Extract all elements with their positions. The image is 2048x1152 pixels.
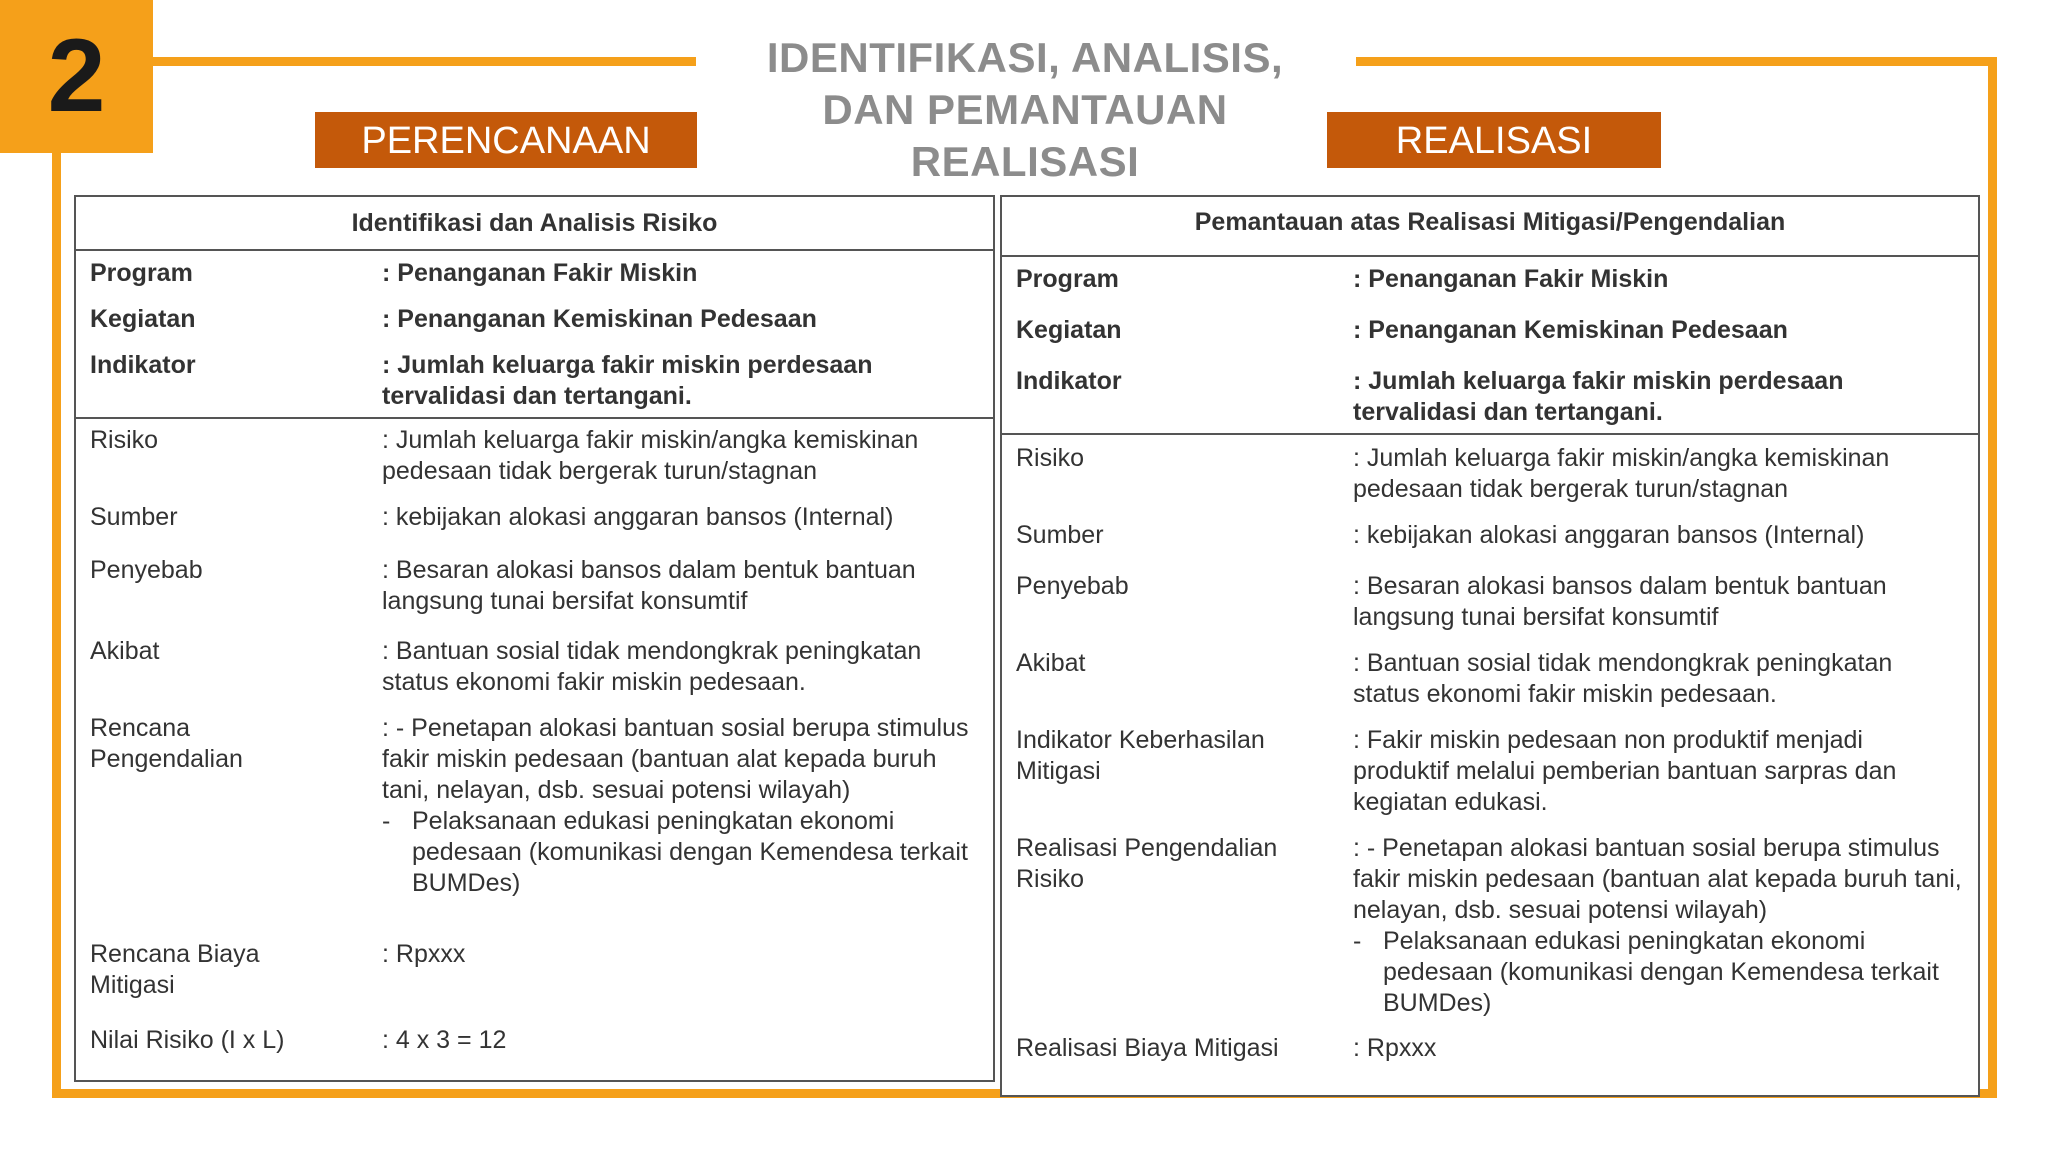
key-line-2: Risiko bbox=[1016, 865, 1085, 893]
detail-key: Risiko bbox=[90, 426, 159, 454]
detail-key bbox=[1002, 833, 1353, 1019]
frame-left-line bbox=[52, 150, 61, 1098]
detail-key bbox=[76, 939, 382, 1001]
info-key: Indikator bbox=[90, 351, 196, 379]
info-value: : Jumlah keluarga fakir miskin perdesaan tervalidasi dan tertangani. bbox=[382, 351, 873, 410]
info-key: Kegiatan bbox=[1016, 316, 1122, 344]
key-line-1: Rencana bbox=[90, 714, 191, 742]
detail-row-sumber bbox=[1002, 520, 1978, 551]
detail-value: : Jumlah keluarga fakir miskin/angka kemiskinan pedesaan tidak bergerak turun/stagnan bbox=[382, 426, 919, 485]
detail-key: Realisasi Biaya Mitigasi bbox=[1016, 1034, 1279, 1062]
detail-value bbox=[382, 713, 993, 899]
detail-value: : Rpxxx bbox=[1353, 1034, 1437, 1062]
detail-value: : 4 x 3 = 12 bbox=[382, 1026, 507, 1054]
key-line-2: Mitigasi bbox=[1016, 757, 1101, 785]
realization-label: REALISASI bbox=[1327, 112, 1661, 168]
risk-detail-block bbox=[76, 419, 993, 1062]
page-title bbox=[700, 32, 1350, 188]
program-info-block bbox=[1002, 257, 1978, 435]
detail-value: : Fakir miskin pedesaan non produktif menjadi produktif melalui pemberian bantuan sarpras dan kegiatan edukasi. bbox=[1353, 726, 1897, 816]
planning-label: PERENCANAAN bbox=[315, 112, 697, 168]
detail-row-nilai-risiko bbox=[76, 1025, 993, 1056]
detail-row-realisasi-biaya bbox=[1002, 1033, 1978, 1064]
info-key: Indikator bbox=[1016, 367, 1122, 395]
subitem-text: Pelaksanaan edukasi peningkatan ekonomi pedesaan (komunikasi dengan Kemendesa terkait BUMDes) bbox=[412, 807, 968, 897]
detail-row-sumber bbox=[76, 502, 993, 533]
detail-key: Risiko bbox=[1016, 444, 1085, 472]
info-key: Kegiatan bbox=[90, 305, 196, 333]
detail-value bbox=[1353, 833, 1978, 1019]
info-row-kegiatan bbox=[76, 304, 993, 335]
panel-header: Identifikasi dan Analisis Risiko bbox=[76, 197, 993, 251]
detail-value: : kebijakan alokasi anggaran bansos (Internal) bbox=[382, 503, 894, 531]
info-value: : Penanganan Fakir Miskin bbox=[1353, 265, 1669, 293]
detail-value: : Besaran alokasi bansos dalam bentuk bantuan langsung tunai bersifat konsumtif bbox=[382, 556, 916, 615]
detail-key: Penyebab bbox=[1016, 572, 1129, 600]
title-line-2: DAN PEMANTAUAN bbox=[822, 86, 1228, 133]
detail-key: Sumber bbox=[90, 503, 178, 531]
detail-row-rencana-pengendalian bbox=[76, 713, 993, 899]
key-line-2: Mitigasi bbox=[90, 971, 175, 999]
info-key: Program bbox=[90, 259, 193, 287]
program-info-block bbox=[76, 251, 993, 419]
detail-key: Akibat bbox=[1016, 649, 1086, 677]
detail-value: : Bantuan sosial tidak mendongkrak peningkatan status ekonomi fakir miskin pedesaan. bbox=[1353, 649, 1893, 708]
control-plan-subitem bbox=[382, 806, 985, 899]
key-line-1: Indikator Keberhasilan bbox=[1016, 726, 1265, 754]
title-line-1: IDENTIFIKASI, ANALISIS, bbox=[766, 34, 1284, 81]
info-row-kegiatan bbox=[1002, 315, 1978, 346]
info-value: : Penanganan Fakir Miskin bbox=[382, 259, 698, 287]
key-line-2: Pengendalian bbox=[90, 745, 243, 773]
subitem-text: Pelaksanaan edukasi peningkatan ekonomi pedesaan (komunikasi dengan Kemendesa terkait BUMDes) bbox=[1383, 927, 1939, 1017]
detail-row-akibat bbox=[1002, 648, 1978, 710]
detail-key: Nilai Risiko (I x L) bbox=[90, 1026, 285, 1054]
detail-row-realisasi-pengendalian bbox=[1002, 833, 1978, 1019]
realization-monitoring-panel bbox=[1000, 195, 1980, 1097]
frame-right-line bbox=[1988, 57, 1997, 1098]
info-value: : Jumlah keluarga fakir miskin perdesaan tervalidasi dan tertangani. bbox=[1353, 367, 1844, 426]
detail-key bbox=[76, 713, 382, 899]
key-line-1: Realisasi Pengendalian bbox=[1016, 834, 1278, 862]
frame-top-right-line bbox=[1356, 57, 1997, 66]
dash-bullet: - bbox=[382, 807, 391, 835]
dash-bullet: - bbox=[1353, 927, 1362, 955]
detail-row-risiko bbox=[1002, 443, 1978, 505]
detail-row-indikator-keberhasilan bbox=[1002, 725, 1978, 818]
info-row-program bbox=[1002, 264, 1978, 295]
info-key: Program bbox=[1016, 265, 1119, 293]
detail-value: : kebijakan alokasi anggaran bansos (Internal) bbox=[1353, 521, 1865, 549]
detail-key: Penyebab bbox=[90, 556, 203, 584]
detail-row-penyebab bbox=[76, 555, 993, 617]
detail-key: Akibat bbox=[90, 637, 160, 665]
detail-row-rencana-biaya bbox=[76, 939, 993, 1001]
control-realization-subitem bbox=[1353, 926, 1970, 1019]
panel-header: Pemantauan atas Realisasi Mitigasi/Pengendalian bbox=[1002, 197, 1978, 257]
detail-value: : Jumlah keluarga fakir miskin/angka kemiskinan pedesaan tidak bergerak turun/stagnan bbox=[1353, 444, 1890, 503]
detail-value: : Rpxxx bbox=[382, 940, 466, 968]
risk-identification-panel bbox=[74, 195, 995, 1082]
info-value: : Penanganan Kemiskinan Pedesaan bbox=[1353, 316, 1788, 344]
control-plan-text: : - Penetapan alokasi bantuan sosial berupa stimulus fakir miskin pedesaan (bantuan alat kepada buruh tani, nelayan, dsb. sesuai potensi wilayah) bbox=[382, 714, 969, 804]
key-line-1: Rencana Biaya bbox=[90, 940, 260, 968]
detail-row-akibat bbox=[76, 636, 993, 698]
detail-value: : Bantuan sosial tidak mendongkrak peningkatan status ekonomi fakir miskin pedesaan. bbox=[382, 637, 922, 696]
info-value: : Penanganan Kemiskinan Pedesaan bbox=[382, 305, 817, 333]
info-row-program bbox=[76, 258, 993, 289]
monitoring-detail-block bbox=[1002, 435, 1978, 1070]
detail-row-risiko bbox=[76, 425, 993, 487]
info-row-indikator bbox=[1002, 366, 1978, 428]
section-number-badge: 2 bbox=[0, 0, 153, 153]
title-line-3: REALISASI bbox=[910, 138, 1140, 185]
control-realization-text: : - Penetapan alokasi bantuan sosial berupa stimulus fakir miskin pedesaan (bantuan alat kepada buruh tani, nelayan, dsb. sesuai potensi wilayah) bbox=[1353, 834, 1962, 924]
info-row-indikator bbox=[76, 350, 993, 412]
detail-value: : Besaran alokasi bansos dalam bentuk bantuan langsung tunai bersifat konsumtif bbox=[1353, 572, 1887, 631]
detail-row-penyebab bbox=[1002, 571, 1978, 633]
detail-key: Sumber bbox=[1016, 521, 1104, 549]
frame-top-left-line bbox=[150, 57, 696, 66]
detail-key bbox=[1002, 725, 1353, 818]
